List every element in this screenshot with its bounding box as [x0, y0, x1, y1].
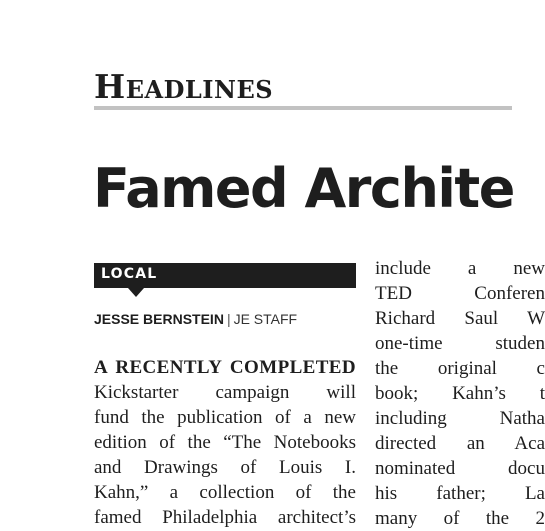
- article-line: directed an Aca: [375, 433, 545, 454]
- section-heading-rest: EADLINES: [125, 75, 274, 104]
- article-line: nominated docu: [375, 458, 545, 479]
- article-line: famed Philadelphia architect’s: [94, 507, 356, 528]
- article-line: including Natha: [375, 408, 545, 429]
- article-line: fund the publication of a new: [94, 407, 356, 428]
- byline-affiliation: JE STAFF: [233, 311, 298, 327]
- category-pointer-icon: [128, 288, 144, 297]
- article-line: his father; La: [375, 483, 545, 504]
- byline-author[interactable]: JESSE BERNSTEIN: [94, 311, 224, 327]
- byline-separator: |: [226, 311, 231, 327]
- article-line: Richard Saul W: [375, 308, 545, 329]
- article-line: edition of the “The Notebooks: [94, 432, 356, 453]
- article-line: Kahn,” a collection of the: [94, 482, 356, 503]
- article-headline[interactable]: Famed Archite: [93, 157, 514, 220]
- article-line: Kickstarter campaign will: [94, 382, 356, 403]
- article-line: include a new: [375, 258, 545, 279]
- article-line: one-time studen: [375, 333, 545, 354]
- section-heading-initial: H: [94, 67, 126, 106]
- category-label: LOCAL: [101, 266, 158, 282]
- article-line: TED Conferen: [375, 283, 545, 304]
- article-line: book; Kahn’s t: [375, 383, 545, 404]
- byline: [94, 312, 297, 326]
- article-lead-line: A RECENTLY COMPLETED: [94, 357, 356, 378]
- category-tag[interactable]: [94, 263, 356, 288]
- article-column-2: [375, 256, 545, 531]
- article-line: the original c: [375, 358, 545, 379]
- section-divider: [94, 106, 512, 110]
- article-line: many of the 2: [375, 508, 545, 529]
- article-column-1: [94, 355, 356, 530]
- article-line: and Drawings of Louis I.: [94, 457, 356, 478]
- section-heading: [94, 67, 274, 106]
